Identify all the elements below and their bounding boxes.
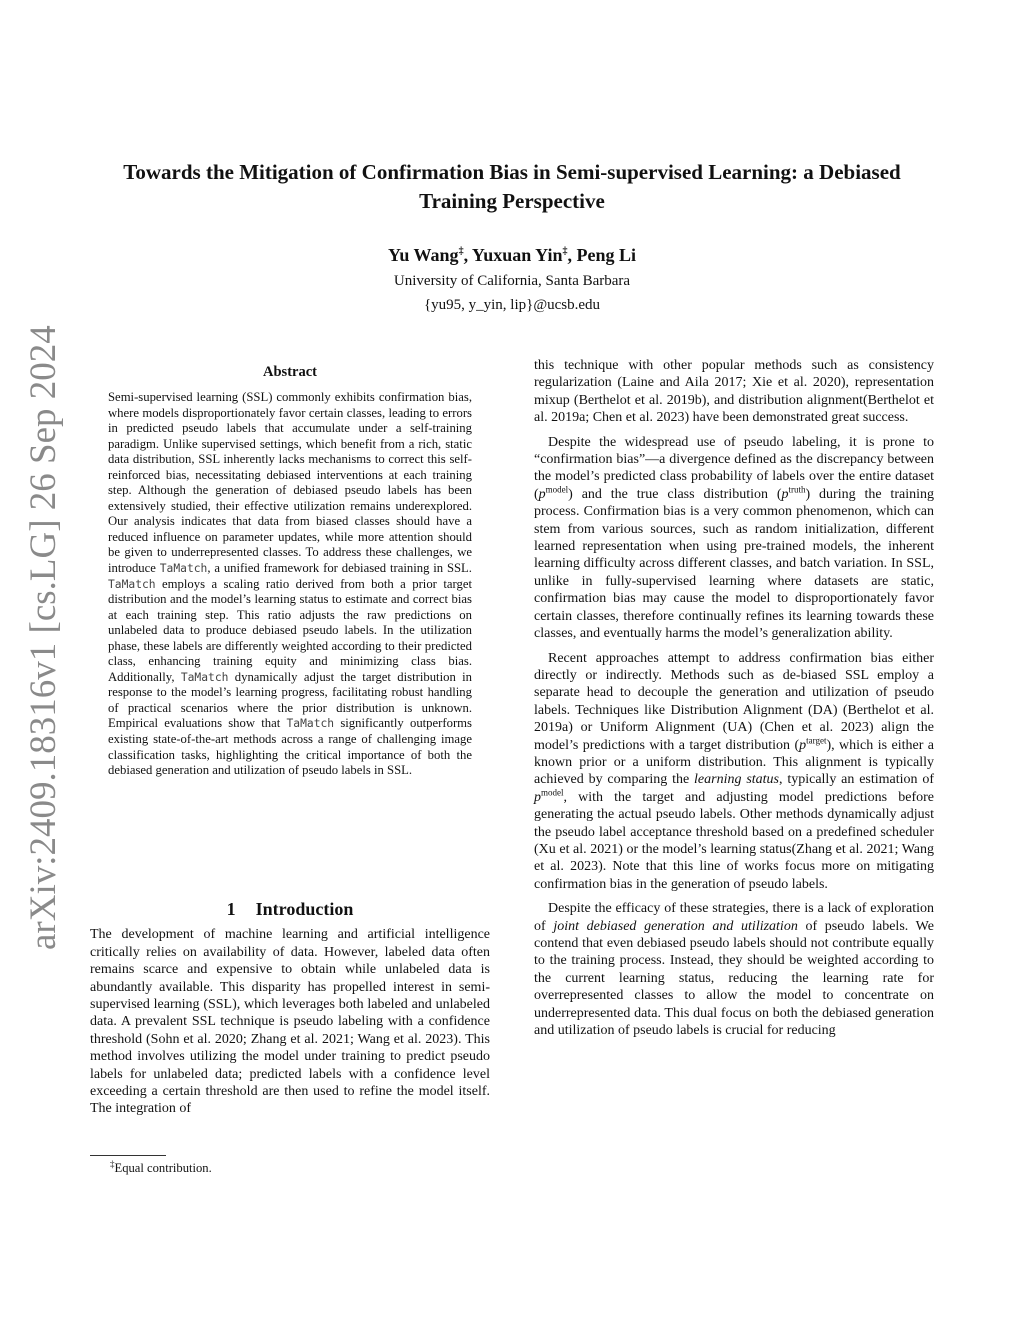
abstract-text: Semi-supervised learning (SSL) commonly exhibits confirmation bias, where models disproportionately favor certain classes, leading to errors in predicted pseudo labels that accumulate under a self-training paradigm. Unlike supervised settings, which benefit from a rich, static data distribution, SSL inherently lacks mechanisms to correct this self-reinforced bias, necessitating debiased interventions at each training step. Although the generation of debiased pseudo labels has been extensively studied, their effective utilization remains underexplored. Our analysis indicates that data from biased classes should have a reduced influence on parameter updates, while more attention should be given to underrepresented classes. To address these challenges, we introduce TaMatch, a unified framework for debiased training in SSL. TaMatch employs a scaling ratio derived from both a prior target distribution and the model’s learning status to estimate and correct bias at each training step. This ratio adjusts the raw predictions on unlabeled data to produce debiased pseudo labels. In the utilization phase, these labels are differently weighted according to their predicted class, enhancing training equity and minimizing class bias. Additionally, TaMatch dynamically adjust the target distribution in response to the model’s learning progress, facilitating robust handling of practical scenarios where the prior distribution is unknown. Empirical evaluations show that TaMatch significantly outperforms existing state-of-the-art methods across a range of challenging image classification tasks, highlighting the critical importance of both the debiased generation and utilization of pseudo labels in SSL. (108, 390, 472, 778)
body-paragraph: Despite the efficacy of these strategies, there is a lack of exploration of joint debiased generation and utilization of pseudo labels. We contend that even debiased pseudo labels should not contribute equally to the training process. Instead, they should be weighted according to the current learning status, reducing the learning rate for overrepresented classes to allow the model to concentrate on underrepresented data. This dual focus on both the debiased generation and utilization of pseudo labels is crucial for reducing (534, 901, 934, 1039)
method-name: TaMatch (286, 717, 335, 731)
method-name: TaMatch (159, 562, 208, 576)
paper-title: Towards the Mitigation of Confirmation Bias in Semi-supervised Learning: a Debiased Training Perspective (123, 160, 901, 213)
author-name: Yuxuan Yin (471, 245, 563, 265)
section-title: Introduction (255, 899, 354, 919)
method-name: TaMatch (180, 670, 229, 684)
math-symbol: p (799, 737, 807, 753)
body-paragraph: Despite the widespread use of pseudo labeling, it is prone to “confirmation bias”—a divergence defined as the discrepancy between the model’s predicted class probability of labels over the entire dataset $(p^{model})$ and the true class distribution $(p^{truth})$ during the training process. Confirmation bias is a very common phenomenon, which can stem from various sources, such as random initialization, different learned representation when using pre-trained models, the inherent learning difficulty across different classes, and batch variation. In SSL, unlike in fully-supervised learning where datasets are static, confirmation bias may cause the model to disproportionately favor certain classes, therefore continually refines its learning towards these classes, and eventually harms the model’s generalization ability. (534, 434, 934, 642)
body-paragraph: Recent approaches attempt to address confirmation bias either directly or indirectly. Methods such as de-biased SSL employ a separate head to decouple the generation and utilization of pseudo labels. Techniques like Distribution Alignment (DA) (Berthelot et al. 2019a) or Uniform Alignment (UA) (Chen et al. 2023) align the model’s predictions with a target distribution $(p^{target})$, which is either a known prior or a uniform distribution. This alignment is typically achieved by comparing the learning status, typically an estimation of $p^{model}$, with the target and adjusting model predictions before generating the actual pseudo labels. Other methods dynamically adjust the pseudo label acceptance threshold based on a predefined scheduler (Xu et al. 2021) or the model’s learning status(Zhang et al. 2021; Wang et al. 2023). Note that this line of works focus more on mitigating confirmation bias in the generation of pseudo labels. (534, 650, 935, 892)
section-number: 1 (226, 899, 236, 919)
math-symbol: p (534, 789, 541, 805)
author-name: Yu Wang (388, 245, 459, 265)
footnote-divider (90, 1155, 166, 1156)
introduction-section (90, 901, 490, 1118)
right-column (534, 357, 934, 1039)
author-list (100, 240, 924, 267)
equal-contribution-mark: ‡ (562, 246, 568, 257)
abstract-heading: Abstract (263, 364, 317, 380)
affiliation: University of California, Santa Barbara (393, 273, 631, 289)
author-name: Peng Li (576, 245, 636, 265)
body-paragraph: this technique with other popular methods such as consistency regularization (Laine and Aila 2017; Xie et al. 2020), representation mixup (Berthelot et al. 2019b), and distribution alignment(Berthelot et al. 2019a; Chen et al. 2023) have been demonstrated great success. (534, 358, 934, 426)
section-heading (90, 901, 490, 918)
method-name: TaMatch (108, 577, 156, 591)
author-email: {yu95, y_yin, lip}@ucsb.edu (423, 297, 601, 313)
author-separator: , (463, 245, 472, 265)
arxiv-identifier: arXiv:2409.18316v1 [cs.LG] 26 Sep 2024 (23, 325, 64, 950)
intro-paragraph: The development of machine learning and artificial intelligence critically relies on availability of data. However, labeled data often remains scarce and expensive to obtain while unlabeled data is abundantly available. This disparity has propelled interest in semi-supervised learning (SSL), which leverages both labeled and unlabeled data. A prevalent SSL technique is pseudo labeling with a confidence threshold (Sohn et al. 2020; Zhang et al. 2021; Wang et al. 2023). This method involves utilizing the model under training to predict pseudo labels for unlabeled data; predicted labels with a confidence level exceeding a certain threshold are then used to refine the model itself. The integration of (90, 927, 490, 1117)
abstract (108, 364, 472, 779)
author-separator: , (567, 245, 577, 265)
math-symbol: p (538, 486, 546, 502)
paper-header (100, 158, 924, 315)
footnote (90, 1155, 490, 1176)
equal-contribution-mark: ‡ (458, 246, 464, 257)
footnote-text: ‡Equal contribution. (110, 1158, 212, 1175)
math-symbol: p (781, 486, 789, 502)
